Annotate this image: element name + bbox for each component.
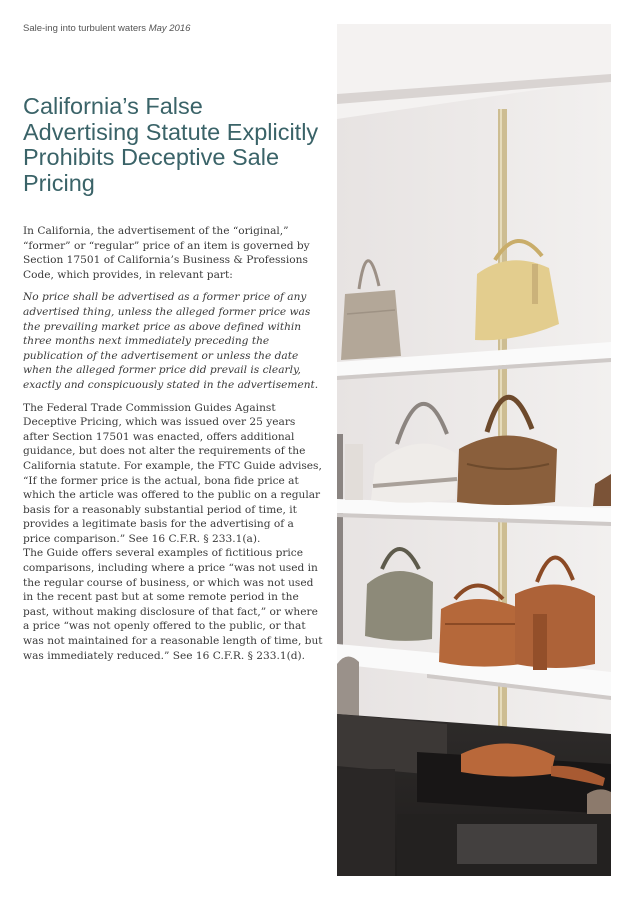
handbag-store-illustration: [337, 24, 611, 876]
ftc-guide-paragraph: The Federal Trade Commission Guides Against Deceptive Pricing, which was issued over 25 years after Section 17501 was enacted, offers additional guidance, but does not alter the requirements of the California statute. For example, the FTC Guide advises, “If the former price is the actual, bona fide price at which the article was offered to the public on a regular basis for a reasonably substantial period of time, it provides a legitimate basis for the advertising of a price comparison.” See 16 C.F.R. § 233.1(a).: [23, 401, 322, 545]
running-head-date: May 2016: [148, 23, 191, 34]
statute-quote: No price shall be advertised as a former price of any advertised thing, unless the alleged former price was the prevailing market price as above defined within three months next immediately preceding the publication of the advertisement or unless the date when the alleged former price did prevail is clearly, exactly and conspicuously stated in the advertisement.: [23, 291, 319, 391]
running-head: [23, 23, 190, 34]
section-title: California’s False Advertising Statute Explicitly Prohibits Deceptive Sale Pricing: [23, 93, 319, 196]
handbag-store-photo: [337, 24, 611, 876]
article-body: [23, 224, 323, 671]
fictitious-pricing-paragraph: The Guide offers several examples of fictitious price comparisons, including where a price “was not used in the regular course of business, or which was not used in the recent past but at some remote period in the past, without making disclosure of that fact,” or where a price “was not openly offered to the public, or that was not maintained for a reasonable length of time, but was immediately reduced.” See 16 C.F.R. § 233.1(d).: [23, 547, 323, 662]
intro-paragraph: In California, the advertisement of the “original,” “former” or “regular” price of an item is governed by Section 17501 of California’s Business & Professions Code, which provides, in relevant part:: [23, 225, 310, 281]
running-head-text: Sale-ing into turbulent waters: [23, 23, 147, 34]
